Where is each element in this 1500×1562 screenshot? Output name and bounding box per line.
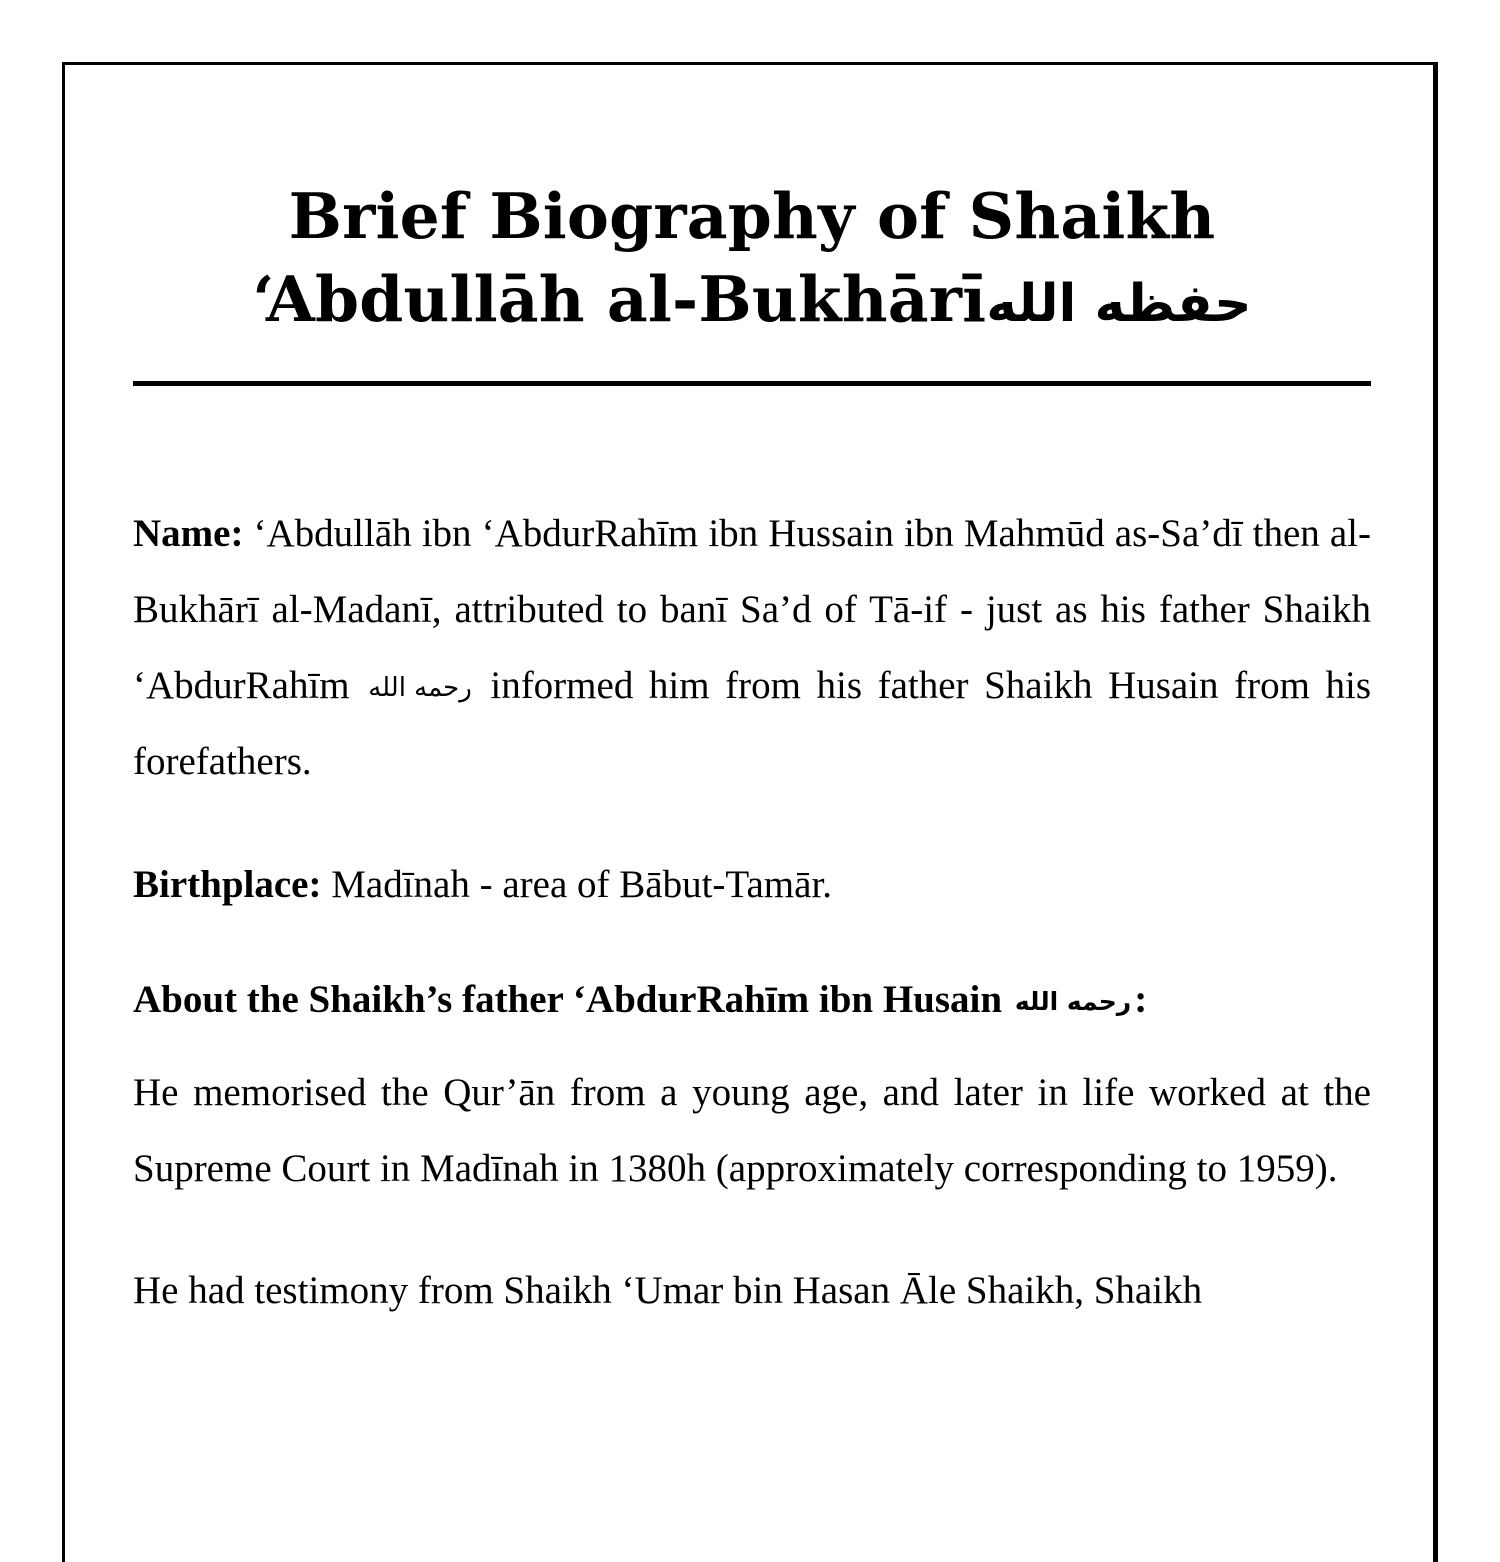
honorific-arabic-rahimahullah-subhead: رحمه الله: [1014, 986, 1132, 1016]
name-text: ʻAbdullāh ibn ʻAbdurRahīm ibn Hussain ibn Mahmūd as-Sa’dī then al-Bukhārī al-Madanī, attributed to banī Sa’d of Tā-if - just as his father Shaikh ʻAbdurRahīm: [133, 512, 1371, 708]
paragraph-father-testimony: He had testimony from Shaikh ʻUmar bin Hasan Āle Shaikh, Shaikh: [133, 1269, 1203, 1313]
document-body: [133, 496, 1371, 1329]
page-title: [133, 65, 1371, 341]
honorific-arabic-title: حفظه الله: [986, 274, 1252, 335]
subheading-text-before: About the Shaikh’s father ʻAbdurRahīm ibn Husain: [133, 977, 1012, 1021]
page-title-line-1: Brief Biography of Shaikh ʻAbdullāh al-: [252, 179, 1216, 337]
name-text-after: informed him from his father Shaikh Husain from his forefathers.: [133, 664, 1371, 784]
paragraph-father-quran: He memorised the Qur’ān from a young age, and later in life worked at the Supreme Court in Madīnah in 1380h (approximately corresponding to 1959).: [133, 1070, 1371, 1190]
paragraph-name: [133, 496, 1371, 800]
paragraph-birthplace: [133, 847, 1371, 923]
document-page: [62, 62, 1438, 1562]
birthplace-text: Madīnah - area of Bābut-Tamār.: [321, 862, 833, 906]
honorific-arabic-rahimahullah: رحمه الله: [368, 673, 472, 704]
title-divider: [133, 381, 1371, 386]
subheading-text-after: :: [1134, 977, 1148, 1021]
birthplace-label: Birthplace:: [133, 862, 322, 906]
page-content: [133, 65, 1371, 1329]
name-label: Name:: [133, 512, 244, 556]
subheading-about-father: [133, 969, 1371, 1031]
page-title-line-2: Bukhārī: [698, 262, 987, 337]
